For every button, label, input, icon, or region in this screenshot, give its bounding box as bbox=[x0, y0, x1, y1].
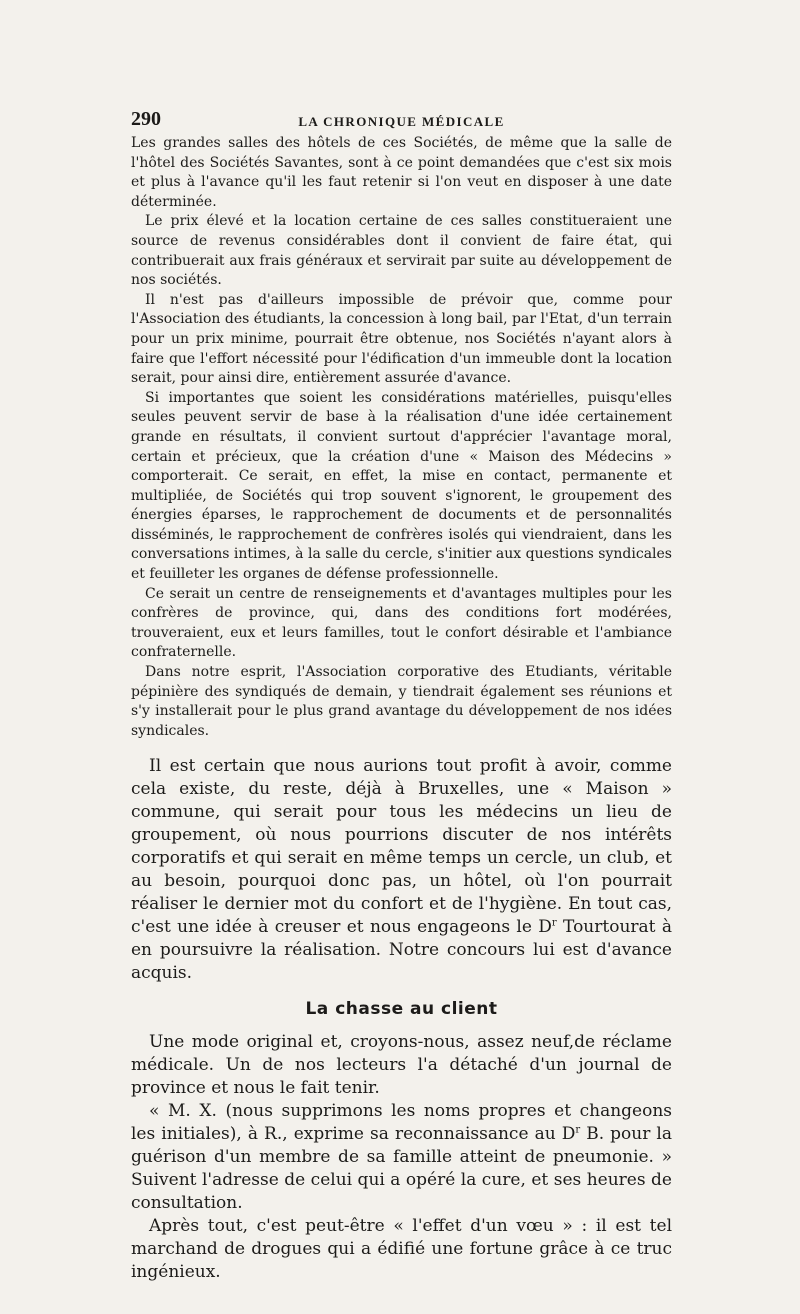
paragraph bbox=[131, 1100, 672, 1215]
text-run: Il est certain que nous aurions tout profit à avoir, comme cela existe, du reste, déjà à Bruxelles, une « Maison » commune, qui serait pour tous les médecins un lieu de groupement, où nous pourrions discuter de nos intérêts corporatifs et qui serait en même temps un cercle, un club, et au besoin, pourquoi donc pas, un hôtel, où l'on pourrait réaliser le dernier mot du confort et de l'hygiène. En tout cas, c'est une idée à creuser et nous engageons le D bbox=[131, 756, 672, 938]
superscript: r bbox=[551, 917, 557, 929]
page-header bbox=[131, 102, 672, 134]
paragraph: Ce serait un centre de renseignements et d'avantages multiples pour les confrères de province, qui, dans des conditions fort modérées, trouveraient, eux et leurs familles, tout le confort désirable et l'ambiance confraternelle. bbox=[131, 585, 672, 661]
paragraph bbox=[131, 755, 672, 985]
page-number: 290 bbox=[131, 108, 161, 130]
section-body bbox=[131, 1031, 672, 1284]
text-run: « M. X. (nous supprimons les noms propres et changeons les initiales), à R., exprime sa reconnaissance au D bbox=[131, 1101, 672, 1145]
text-run: Tourtourat à en poursuivre la réalisation. Notre concours lui est d'avance acquis. bbox=[131, 917, 672, 984]
text-run: B. pour la guérison d'un membre de sa famille atteint de pneumonie. » Suivent l'adresse de celui qui a opéré la cure, et ses heures de consultation. bbox=[131, 1124, 672, 1214]
superscript: r bbox=[575, 1124, 581, 1136]
paragraph: Il n'est pas d'ailleurs impossible de prévoir que, comme pour l'Association des étudiants, la concession à long bail, par l'Etat, d'un terrain pour un prix minime, pourrait être obtenue, nos Sociétés n'ayant alors à faire que l'effort nécessité pour l'édification d'un immeuble dont la location serait, pour ainsi dire, entièrement assurée d'avance. bbox=[131, 291, 672, 387]
paragraph: Les grandes salles des hôtels de ces Sociétés, de même que la salle de l'hôtel des Sociétés Savantes, sont à ce point demandées que c'est six mois et plus à l'avance qu'il les faut retenir si l'on veut en disposer à une date déterminée. bbox=[131, 135, 672, 210]
editorial-comment bbox=[131, 755, 672, 985]
section-heading: La chasse au client bbox=[305, 999, 498, 1020]
paragraph: Dans notre esprit, l'Association corporative des Etudiants, véritable pépinière des syndiqués de demain, y tiendrait également ses réunions et s'y installerait pour le plus grand avantage du développement de nos idées syndicales. bbox=[131, 664, 672, 739]
paragraph: Si importantes que soient les considérations matérielles, puisqu'elles seules peuvent servir de base à la réalisation d'une idée certainement grande en résultats, il convient surtout d'apprécier l'avantage moral, certain et précieux, que la création d'une « Maison des Médecins » comporterait. Ce serait, en effet, la mise en contact, permanente et multipliée, de Sociétés qui trop souvent s'ignorent, le groupement des énergies éparses, le rapprochement de documents et de personnalités disséminés, le rapprochement de confrères isolés qui viendraient, dans les conversations intimes, à la salle du cercle, s'initier aux questions syndicales et feuilleter les organes de défense professionnelle. bbox=[131, 389, 672, 583]
paragraph: Une mode original et, croyons-nous, assez neuf,de réclame médicale. Un de nos lecteurs l'a détaché d'un journal de province et nous le fait tenir. bbox=[131, 1032, 672, 1099]
paragraph: Le prix élevé et la location certaine de ces salles constitueraient une source de revenus considérables dont il convient de faire état, qui contribuerait aux frais généraux et servirait par suite au développement de nos sociétés. bbox=[131, 213, 672, 289]
paragraph: Après tout, c'est peut-être « l'effet d'un vœu » : il est tel marchand de drogues qui a édifié une fortune grâce à ce truc ingénieux. bbox=[131, 1216, 672, 1283]
article-continuation bbox=[131, 134, 672, 741]
running-title: LA CHRONIQUE MÉDICALE bbox=[298, 114, 505, 129]
